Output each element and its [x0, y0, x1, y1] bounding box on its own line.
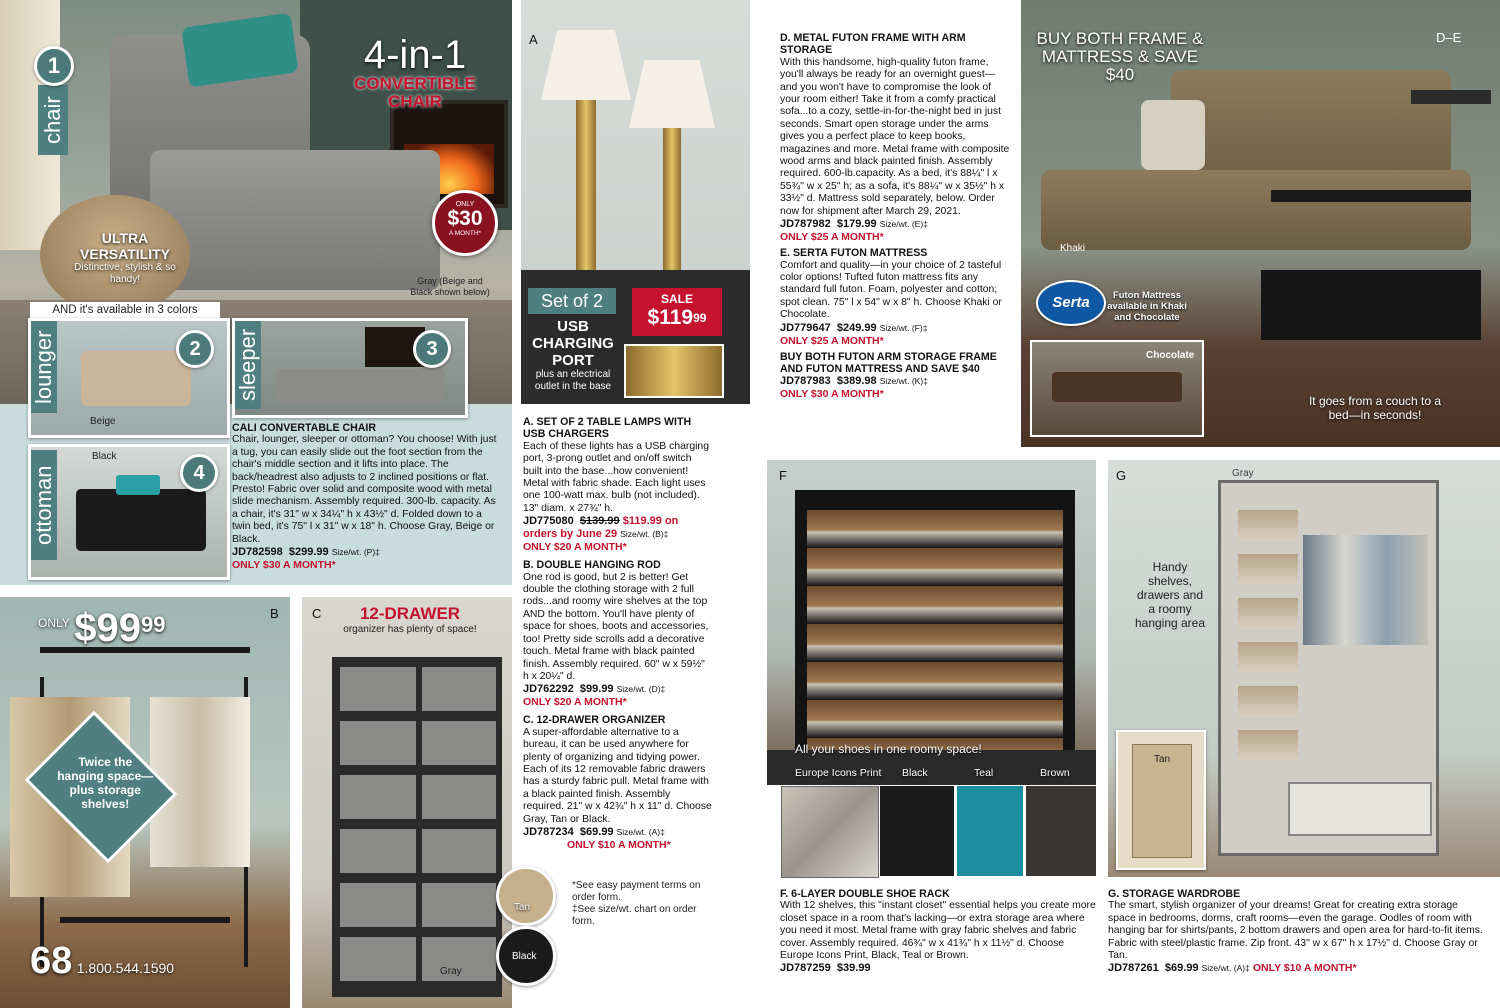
number-1: 1	[47, 53, 61, 78]
page-number	[30, 940, 174, 983]
number-3-badge	[413, 330, 451, 368]
chair-price: $299.99	[288, 546, 329, 559]
wardrobe-sku: JD787261	[1108, 962, 1159, 975]
headline-bottom: CONVERTIBLE CHAIR	[354, 74, 476, 111]
shoe-sku: JD787259	[780, 962, 831, 975]
usb-closeup	[624, 344, 724, 398]
a-old-price: $139.99	[579, 515, 620, 528]
footnotes	[572, 880, 722, 928]
beige-label: Beige	[90, 416, 116, 427]
futon-letter: D–E	[1436, 30, 1462, 45]
lamp-sale-box	[632, 288, 722, 336]
b-monthly: ONLY $20 A MONTH*	[523, 696, 627, 709]
tab-ottoman	[31, 450, 57, 560]
lamp-base-right	[663, 128, 681, 278]
wardrobe-tan-label: Tan	[1154, 754, 1171, 765]
e-price: $249.99	[836, 321, 877, 334]
number-2-badge	[176, 330, 214, 368]
swatch-label-brown: Brown	[1040, 767, 1070, 779]
futon-seat	[1041, 170, 1471, 250]
tab-chair-label: chair	[40, 96, 65, 144]
phone-number: 1.800.544.1590	[76, 960, 175, 976]
c-sizewt: Size/wt. (A)‡	[616, 826, 665, 837]
usb-callout	[524, 318, 622, 393]
lamp-sale-price-line	[632, 306, 722, 332]
e-sku: JD779647	[780, 321, 831, 334]
chocolate-label: Chocolate	[1146, 350, 1195, 361]
d-monthly: ONLY $25 A MONTH*	[780, 231, 884, 244]
rack-price-only: ONLY	[38, 616, 70, 630]
swatch-black	[880, 786, 954, 876]
price-bubble-only: ONLY	[455, 201, 475, 208]
wardrobe-tan-inset	[1116, 730, 1206, 870]
chair-description	[232, 422, 500, 571]
shoe-price: $39.99	[836, 962, 871, 975]
a-sku: JD775080	[523, 515, 574, 528]
gray-note: Gray (Beige and Black shown below)	[410, 276, 490, 297]
swatch-label-teal: Teal	[974, 767, 994, 779]
headline-4in1	[340, 35, 490, 111]
chair-body: Chair, lounger, sleeper or ottoman? You choose! With just a tug, you can easily slide out the foot section from the chair's middle section and it lifts into place. The back/headrest also adjusts to 2 inclined positions or flat. Presto! Fabric over solid and composite wood with metal slide mechanism. Assembly required. 300-lb. capacity. As a chair, it's 31" w x 34¼" h x 43½" d. Folded down to a twin bed, it's 75" l x 31" w x 18" h. Choose Gray, Beige or Black.	[232, 434, 497, 545]
rack-letter: B	[270, 606, 279, 621]
both-sku: JD787983	[780, 375, 831, 388]
khaki-label: Khaki	[1060, 243, 1086, 254]
a-title: A. SET OF 2 TABLE LAMPS WITH USB CHARGERS	[523, 416, 692, 441]
tab-sleeper	[235, 321, 261, 409]
a-price-line	[523, 515, 713, 541]
d-title: D. METAL FUTON FRAME WITH ARM STORAGE	[780, 32, 966, 57]
black-ottoman	[76, 489, 206, 551]
futon-lamp-table	[1411, 90, 1491, 104]
footnote-2: ‡See size/wt. chart on order form.	[572, 904, 697, 927]
shoe-banner: All your shoes in one roomy space!	[795, 742, 982, 756]
chocolate-mattress	[1052, 372, 1182, 402]
versatility-sub: Distinctive, stylish & so handy!	[74, 262, 176, 285]
both-price-line	[780, 375, 1010, 388]
drawer-headline	[330, 604, 490, 635]
number-4: 4	[193, 462, 205, 484]
drawer-letter: C	[312, 606, 322, 621]
both-monthly: ONLY $30 A MONTH*	[780, 388, 884, 401]
chair-sizewt: Size/wt. (P)‡	[331, 547, 380, 558]
d-sizewt: Size/wt. (E)‡	[879, 219, 928, 230]
rack-price-dollars: $99	[74, 606, 141, 650]
column-abc	[523, 416, 713, 851]
wardrobe-title: G. STORAGE WARDROBE	[1108, 888, 1241, 900]
a-new-price: $119.99 on orders by June 29	[523, 515, 679, 541]
versatility-callout	[70, 230, 180, 286]
c-sku: JD787234	[523, 825, 574, 838]
page-num: 68	[30, 940, 73, 982]
shoe-letter: F	[779, 468, 787, 483]
lamp-set-of: Set of 2	[528, 288, 616, 314]
lounger-beige-chair	[81, 351, 191, 406]
wardrobe-gray-label: Gray	[1232, 468, 1254, 479]
swatch-teal	[957, 786, 1023, 876]
shoe-body: With 12 shelves, this "instant closet" essential helps you create more closet space in a room that's lacking—or extra storage area where you need it most. Metal frame with gray fabric shelves and fabric cover. Assembly required. 46¾" w x 41¾" h x 11½" d. Choose Europe Icons Print, Black, Teal or Brown.	[780, 900, 1096, 962]
b-sku: JD762292	[523, 683, 574, 696]
c-price-line	[523, 826, 713, 839]
tab-lounger	[31, 321, 57, 413]
chair-seat	[150, 150, 440, 290]
tab-chair	[38, 85, 68, 155]
c-title: C. 12-DRAWER ORGANIZER	[523, 714, 666, 727]
lamp-letter: A	[529, 32, 538, 47]
colors-note: AND it's available in 3 colors	[30, 302, 220, 318]
rack-callout-text: Twice the hanging space—plus storage shelves!	[57, 754, 154, 811]
mattress-note: Futon Mattress available in Khaki and Chocolate	[1107, 290, 1187, 323]
d-price-line	[780, 218, 1010, 231]
futon-pillow	[1141, 100, 1205, 170]
wardrobe-sizewt: Size/wt. (A)‡	[1201, 963, 1250, 974]
wardrobe-monthly: ONLY $10 A MONTH*	[1252, 962, 1357, 975]
lamp-base-left	[576, 100, 596, 270]
futon-storage	[1261, 270, 1481, 340]
wardrobe-shelves	[1238, 510, 1298, 770]
number-1-badge	[34, 46, 74, 86]
lamp-shade-left	[541, 30, 631, 100]
price-bubble-month: A MONTH*	[448, 230, 482, 237]
serta-logo	[1036, 280, 1106, 326]
swatch-label-black: Black	[902, 767, 928, 779]
teal-tray	[116, 475, 160, 495]
lamp-sale-cents: 99	[693, 311, 707, 325]
number-4-badge	[180, 454, 218, 492]
c-monthly: ONLY $10 A MONTH*	[567, 838, 671, 851]
headline-top: 4-in-1	[363, 33, 467, 77]
wardrobe-description	[1108, 888, 1488, 975]
lamp-sale-price: $119	[647, 306, 694, 329]
b-title: B. DOUBLE HANGING ROD	[523, 559, 661, 572]
lamp-sale-label: SALE	[660, 292, 693, 306]
usb-sub: plus an electrical outlet in the base	[534, 369, 612, 392]
b-price: $99.99	[579, 683, 614, 696]
tan-swatch-label: Tan	[514, 902, 531, 913]
black-label: Black	[92, 451, 117, 462]
rack-price-cents: 99	[141, 612, 166, 637]
shoe-price-line	[780, 962, 1096, 975]
a-monthly: ONLY $20 A MONTH*	[523, 541, 627, 554]
wardrobe-price-line	[1108, 962, 1488, 975]
drawer-title: 12-DRAWER	[359, 604, 461, 623]
chair-title: CALI CONVERTABLE CHAIR	[232, 422, 376, 434]
e-title: E. SERTA FUTON MATTRESS	[780, 247, 928, 260]
both-price: $389.98	[836, 375, 877, 388]
number-2: 2	[189, 338, 201, 360]
c-body: A super-affordable alternative to a bureau, it can be used anywhere for plenty of organizing and tidying power. Each of its 12 removable fabric drawers has a sturdy fabric pull. Metal frame with a black painted finish. Assembly required. 21" w x 42¾" h x 11" d. Choose Gray, Tan or Black.	[523, 726, 712, 825]
versatility-title: ULTRA VERSATILITY	[80, 230, 170, 262]
drawer-subtitle: organizer has plenty of space!	[343, 624, 477, 635]
b-price-line	[523, 683, 713, 696]
shoe-title: F. 6-LAYER DOUBLE SHOE RACK	[780, 888, 950, 900]
tab-lounger-label: lounger	[31, 330, 56, 404]
drawer-column-left	[340, 667, 416, 987]
both-title: BUY BOTH FUTON ARM STORAGE FRAME AND FUTON MATTRESS AND SAVE $40	[780, 350, 997, 375]
gray-label: Gray	[440, 966, 462, 977]
footnote-1: *See easy payment terms on order form.	[572, 880, 701, 903]
price-bubble-30	[432, 190, 498, 256]
column-de	[780, 32, 1010, 400]
swatch-europe	[781, 786, 879, 878]
drawer-photo	[302, 597, 512, 1008]
a-body: Each of these lights has a USB charging port, 3-prong outlet and on/off switch built into the base...how convenient! Metal with fabric shade. Each light uses one 100-watt max. bulb (not included). 13" diam. x 27¾" h.	[523, 440, 709, 514]
chair-price-line	[232, 546, 500, 559]
couch-note: It goes from a couch to a bed—in seconds!	[1308, 394, 1442, 422]
b-body: One rod is good, but 2 is better! Get double the clothing storage with 2 full rods...and roomy wire shelves at the top AND the bottom. You'll have plenty of space for shoes, boots and accessories, too! Pretty side scrolls add a decorative touch. Metal frame with black painted finish. Assembly required. 60" w x 59½" h x 20¼" d.	[523, 571, 709, 682]
d-price: $179.99	[836, 218, 877, 231]
futon-arm	[1271, 190, 1471, 202]
e-monthly: ONLY $25 A MONTH*	[780, 334, 884, 347]
wardrobe-letter: G	[1116, 468, 1127, 483]
e-price-line	[780, 322, 1010, 335]
chair-monthly: ONLY $30 A MONTH*	[232, 559, 336, 572]
tan-swatch	[496, 866, 556, 926]
drawer-column-right	[422, 667, 496, 987]
sleeper-bed	[275, 369, 445, 403]
serta-logo-text: Serta	[1052, 294, 1090, 311]
rack-bottom-shelf	[60, 917, 230, 923]
usb-title: USB CHARGING PORT	[532, 318, 614, 369]
swatch-brown	[1026, 786, 1096, 876]
e-sizewt: Size/wt. (F)‡	[879, 322, 928, 333]
chair-sku: JD782598	[232, 546, 283, 559]
futon-headline: BUY BOTH FRAME & MATTRESS & SAVE $40	[1036, 29, 1204, 84]
number-3: 3	[426, 338, 438, 360]
d-body: With this handsome, high-quality futon frame, you'll always be ready for an overnight guest—and you won't have to compromise the look of your room either! Take it from a comfy practical sofa...to a cozy, settle-in-for-the-night bed in just seconds. Smart open storage under the arms gives you a perfect place to keep books, magazines and more. Metal frame with composite wood arms and black painted finish. Assembly required. 600-lb.capacity. As a bed, it's 88¼" l x 55¾" w x 25" h; as a sofa, it's 88¼" w x 35½" h x 33½" d. Mattress sold separately, below. Order now for shipment after March 29, 2021.	[780, 56, 1010, 217]
a-sizewt: Size/wt. (B)‡	[620, 529, 669, 540]
wardrobe-price: $69.99	[1164, 962, 1199, 975]
shoe-photo	[767, 460, 1096, 785]
both-sizewt: Size/wt. (K)‡	[879, 376, 928, 387]
wardrobe-body: The smart, stylish organizer of your dreams! Great for creating extra storage space in bedrooms, dorms, craft rooms—even the garage. Oodles of room with hanging bar for shirts/pants, 2 bottom drawers and open area for hard-to-fit items. Fabric with steel/plastic frame. Zip front. 43" w x 67" h x 17½" d. Choose Gray or Tan.	[1108, 900, 1483, 962]
swatch-label-europe: Europe Icons Print	[795, 767, 882, 779]
shoe-rack-shelves	[807, 510, 1063, 750]
tab-sleeper-label: sleeper	[235, 328, 260, 402]
e-body: Comfort and quality—in your choice of 2 tasteful color options! Tufted futon mattress fits any standard full futon. Foam, polyester and cotton; spot clean. 75" l x 54" w x 8" h. Choose Khaki or Chocolate.	[780, 259, 1002, 321]
c-price: $69.99	[579, 825, 614, 838]
tab-ottoman-label: ottoman	[31, 465, 56, 545]
price-bubble-amount: $30	[447, 207, 483, 230]
rack-price	[38, 606, 165, 651]
d-sku: JD787982	[780, 218, 831, 231]
wardrobe-handy: Handy shelves, drawers and a roomy hanging area	[1134, 560, 1206, 630]
b-sizewt: Size/wt. (D)‡	[616, 684, 666, 695]
wardrobe-clothes	[1303, 535, 1428, 645]
lamp-shade-right	[629, 60, 715, 128]
shoe-description	[780, 888, 1096, 975]
wardrobe-drawer	[1288, 782, 1432, 836]
black-swatch-label: Black	[512, 951, 537, 962]
